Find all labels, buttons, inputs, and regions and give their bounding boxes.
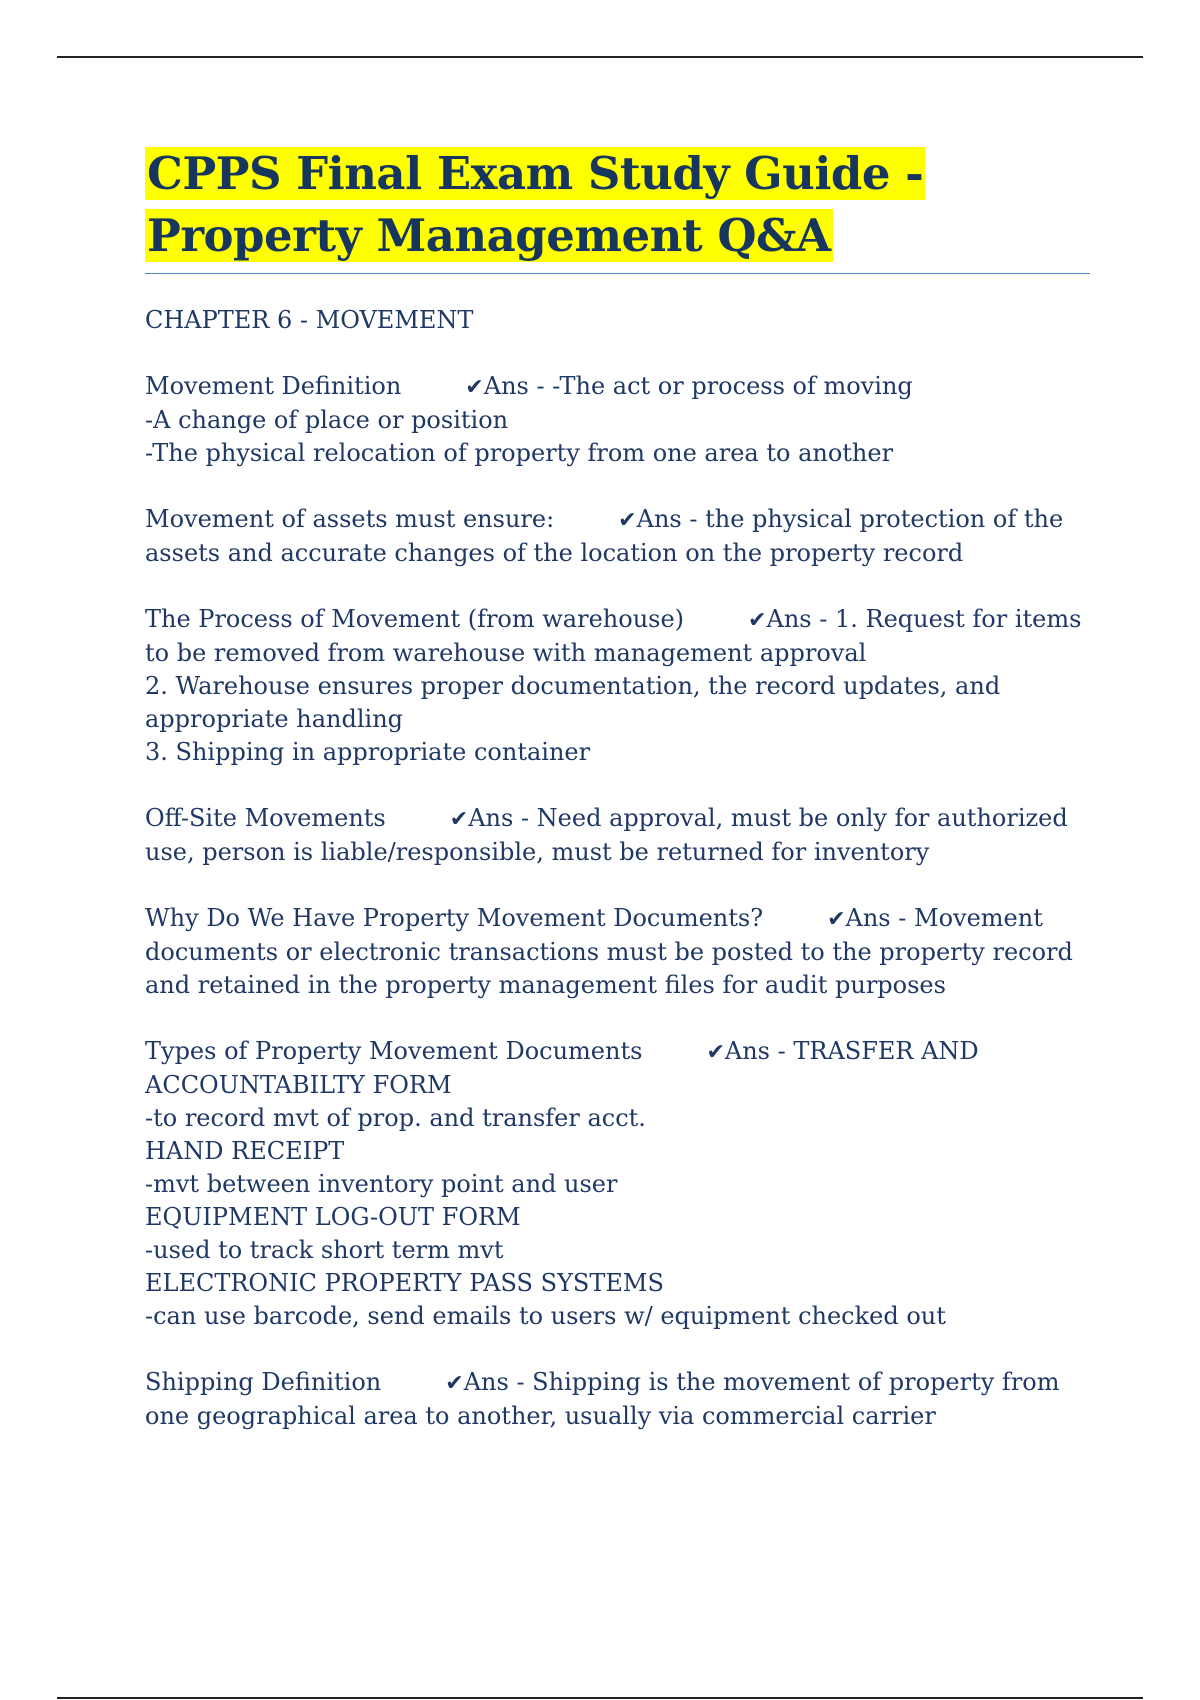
ans-label: Ans [724, 1037, 770, 1065]
page-bottom-rule [57, 1697, 1143, 1699]
qa-first-line [145, 1366, 1090, 1433]
question-text: Movement Definition [145, 372, 402, 400]
ans-label: Ans [766, 605, 812, 633]
question-text: Off-Site Movements [145, 804, 386, 832]
page-top-rule [57, 56, 1143, 58]
answer-text: - 1. Request for items to be removed from warehouse with management approval [145, 605, 1082, 667]
checkmark-icon: ✔ [748, 608, 767, 633]
answer-line: -can use barcode, send emails to users w/ equipment checked out [145, 1302, 946, 1330]
answer-text: - the physical protection of the assets and accurate changes of the location on the property record [145, 505, 1064, 567]
ans-label: Ans [636, 505, 682, 533]
answer-text: - -The act or process of moving [536, 372, 913, 400]
qa-item [145, 503, 1090, 570]
qa-item [145, 603, 1090, 769]
qa-first-line [145, 1035, 1090, 1102]
qa-first-line [145, 902, 1090, 1002]
qa-first-line [145, 603, 1090, 670]
answer-line: ELECTRONIC PROPERTY PASS SYSTEMS [145, 1269, 664, 1297]
answer-text: - Shipping is the movement of property from one geographical area to another, usually via commercial carrier [145, 1368, 1060, 1430]
answer-text: - TRASFER AND ACCOUNTABILTY FORM [145, 1037, 979, 1099]
qa-item [145, 902, 1090, 1002]
qa-first-line [145, 370, 1090, 404]
answer-text: - Need approval, must be only for authorized use, person is liable/responsible, must be returned for inventory [145, 804, 1068, 866]
question-text: Why Do We Have Property Movement Documents? [145, 904, 764, 932]
answer-line: -to record mvt of prop. and transfer acct. [145, 1104, 646, 1132]
qa-first-line [145, 802, 1090, 869]
checkmark-icon: ✔ [449, 807, 469, 832]
qa-first-line [145, 503, 1090, 570]
qa-item [145, 802, 1090, 869]
checkmark-icon: ✔ [827, 907, 846, 932]
qa-item [145, 370, 1090, 470]
answer-line: EQUIPMENT LOG-OUT FORM [145, 1203, 521, 1231]
chapter-heading: CHAPTER 6 - MOVEMENT [145, 306, 474, 334]
checkmark-icon: ✔ [706, 1040, 725, 1065]
ans-label: Ans [463, 1368, 509, 1396]
title-line-1: CPPS Final Exam Study Guide - [147, 147, 924, 200]
answer-line: HAND RECEIPT [145, 1137, 345, 1165]
ans-label: Ans [483, 372, 529, 400]
ans-label: Ans [845, 904, 891, 932]
answer-line: -used to track short term mvt [145, 1236, 504, 1264]
checkmark-icon: ✔ [465, 375, 484, 400]
title-underline [145, 273, 1090, 274]
answer-line: -A change of place or position [145, 406, 509, 434]
title-line-2: Property Management Q&A [147, 209, 831, 262]
document-title [145, 143, 1090, 267]
answer-text: - Movement documents or electronic transactions must be posted to the property record and retained in the property management files for audit purposes [145, 904, 1073, 999]
checkmark-icon: ✔ [445, 1371, 464, 1396]
qa-list [145, 370, 1090, 1433]
question-text: Shipping Definition [145, 1368, 382, 1396]
question-text: Movement of assets must ensure: [145, 505, 555, 533]
qa-item [145, 1366, 1090, 1433]
answer-line: -mvt between inventory point and user [145, 1170, 618, 1198]
qa-item [145, 1035, 1090, 1333]
answer-line: 3. Shipping in appropriate container [145, 738, 591, 766]
ans-label: Ans [468, 804, 514, 832]
question-text: The Process of Movement (from warehouse) [145, 605, 685, 633]
document-body [145, 143, 1090, 1433]
answer-line: -The physical relocation of property from one area to another [145, 439, 894, 467]
answer-line: 2. Warehouse ensures proper documentation, the record updates, and appropriate handling [145, 672, 1001, 733]
checkmark-icon: ✔ [618, 508, 637, 533]
question-text: Types of Property Movement Documents [145, 1037, 643, 1065]
